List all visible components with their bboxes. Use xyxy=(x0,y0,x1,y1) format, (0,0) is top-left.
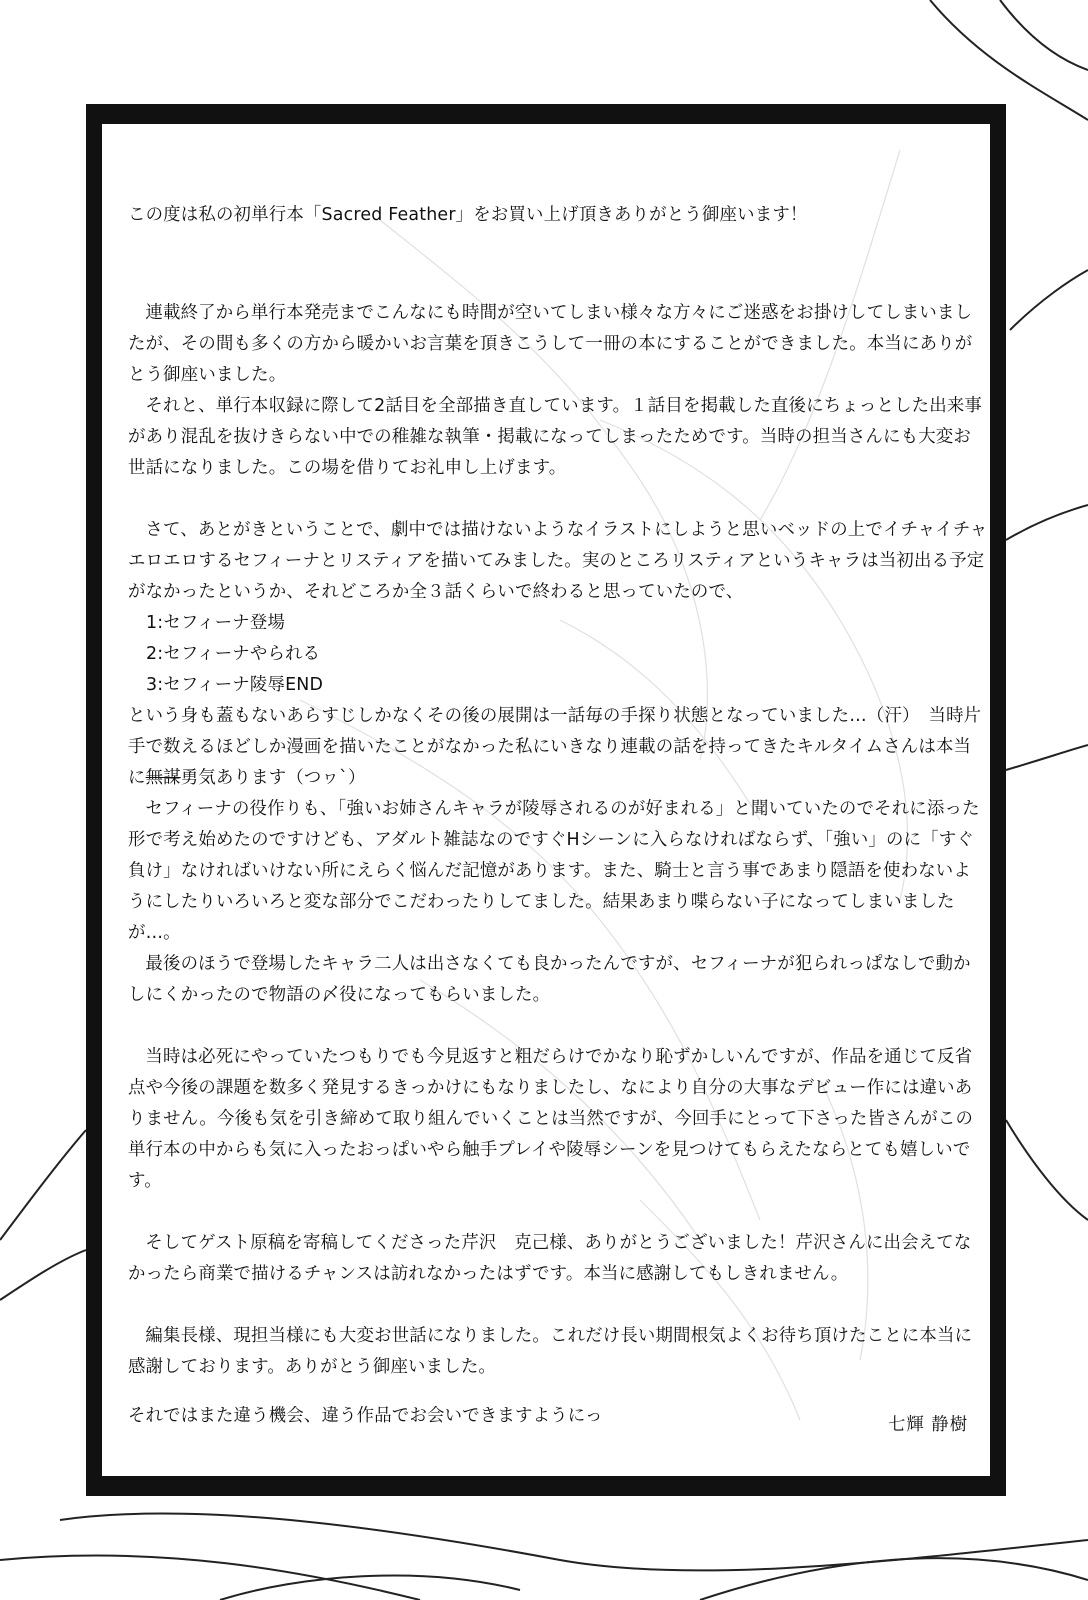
paragraph-6: 最後のほうで登場したキャラ二人は出さなくても良かったんですが、セフィーナが犯られっぱなしで動かしにくかったので物語の〆役になってもらいました。 xyxy=(128,954,971,1005)
struck-word: 無謀 xyxy=(145,768,181,788)
list-item: 2:セフィーナやられる xyxy=(146,644,321,664)
paragraph-7: 当時は必死にやっていたつもりでも今見返すと粗だらけでかなり恥ずかしいんですが、作品を通じて反省点や今後の課題を数多く発見するきっかけにもなりましたし、なにより自分の大事なデビュー作には違いありません。今後も気を引き締めて取り組んでいくことは当然ですが、今回手にとって下さった皆さんがこの単行本の中からも気に入ったおっぱいやら触手プレイや陵辱シーンを見つけてもらえたならとても嬉しいです。 xyxy=(128,1047,974,1191)
paragraph-3: さて、あとがきということで、劇中では描けないようなイラストにしようと思いベッドの上でイチャイチャエロエロするセフィーナとリスティアを描いてみました。実のところリスティアというキャラは当初出る予定がなかったというか、それどころか全３話くらいで終わると思っていたので、 xyxy=(128,520,988,602)
paragraph-4-text: という身も蓋もないあらすじしかなくその後の展開は一話毎の手探り状態となっていました…（汗） 当時片手で数えるほどしか漫画を描いたことがなかった私にいきなり連載の話を持ってきたキルタイムさんは本当に xyxy=(128,706,982,788)
paragraph-8: そしてゲスト原稿を寄稿してくださった芹沢 克己様、ありがとうございました！芹沢さんに出会えてなかったら商業で描けるチャンスは訪れなかったはずです。本当に感謝してもしきれません。 xyxy=(128,1233,972,1284)
author-signature: 七輝 静樹 xyxy=(888,1415,969,1435)
opening-line: この度は私の初単行本「Sacred Feather」をお買い上げ頂きありがとう御座います！ xyxy=(128,205,808,225)
paragraph-1: 連載終了から単行本発売までこんなにも時間が空いてしまい様々な方々にご迷惑をお掛けしてしまいましたが、その間も多くの方から暖かいお言葉を頂きこうして一冊の本にすることができました。本当にありがとう御座いました。 xyxy=(128,303,973,385)
afterword-text xyxy=(128,200,988,1432)
list-item: 1:セフィーナ登場 xyxy=(146,613,286,633)
paragraph-9: 編集長様、現担当様にも大変お世話になりました。これだけ長い期間根気よくお待ち頂けたことに本当に感謝しております。ありがとう御座いました。 xyxy=(128,1326,973,1377)
paragraph-4 xyxy=(128,701,988,794)
list-item: 3:セフィーナ陵辱END xyxy=(146,675,324,695)
closing-line: それではまた違う機会、違う作品でお会いできますようにっ xyxy=(128,1406,603,1426)
paragraph-4-end: 勇気あります（つヮ`） xyxy=(180,768,366,788)
paragraph-2: それと、単行本収録に際して2話目を全部描き直しています。１話目を掲載した直後にちょっとした出来事があり混乱を抜けきらない中での稚雑な執筆・掲載になってしまったためです。当時の担当さんにも大変お世話になりました。この場を借りてお礼申し上げます。 xyxy=(128,396,983,478)
paragraph-5: セフィーナの役作りも、「強いお姉さんキャラが陵辱されるのが好まれる」と聞いていたのでそれに添った形で考え始めたのですけども、アダルト雑誌なのですぐHシーンに入らなければならず、「強い」のに「すぐ負け」なければいけない所にえらく悩んだ記憶があります。また、騎士と言う事であまり隠語を使わないようにしたりいろいろと変な部分でこだわったりしてました。結果あまり喋らない子になってしまいましたが…。 xyxy=(128,799,980,943)
